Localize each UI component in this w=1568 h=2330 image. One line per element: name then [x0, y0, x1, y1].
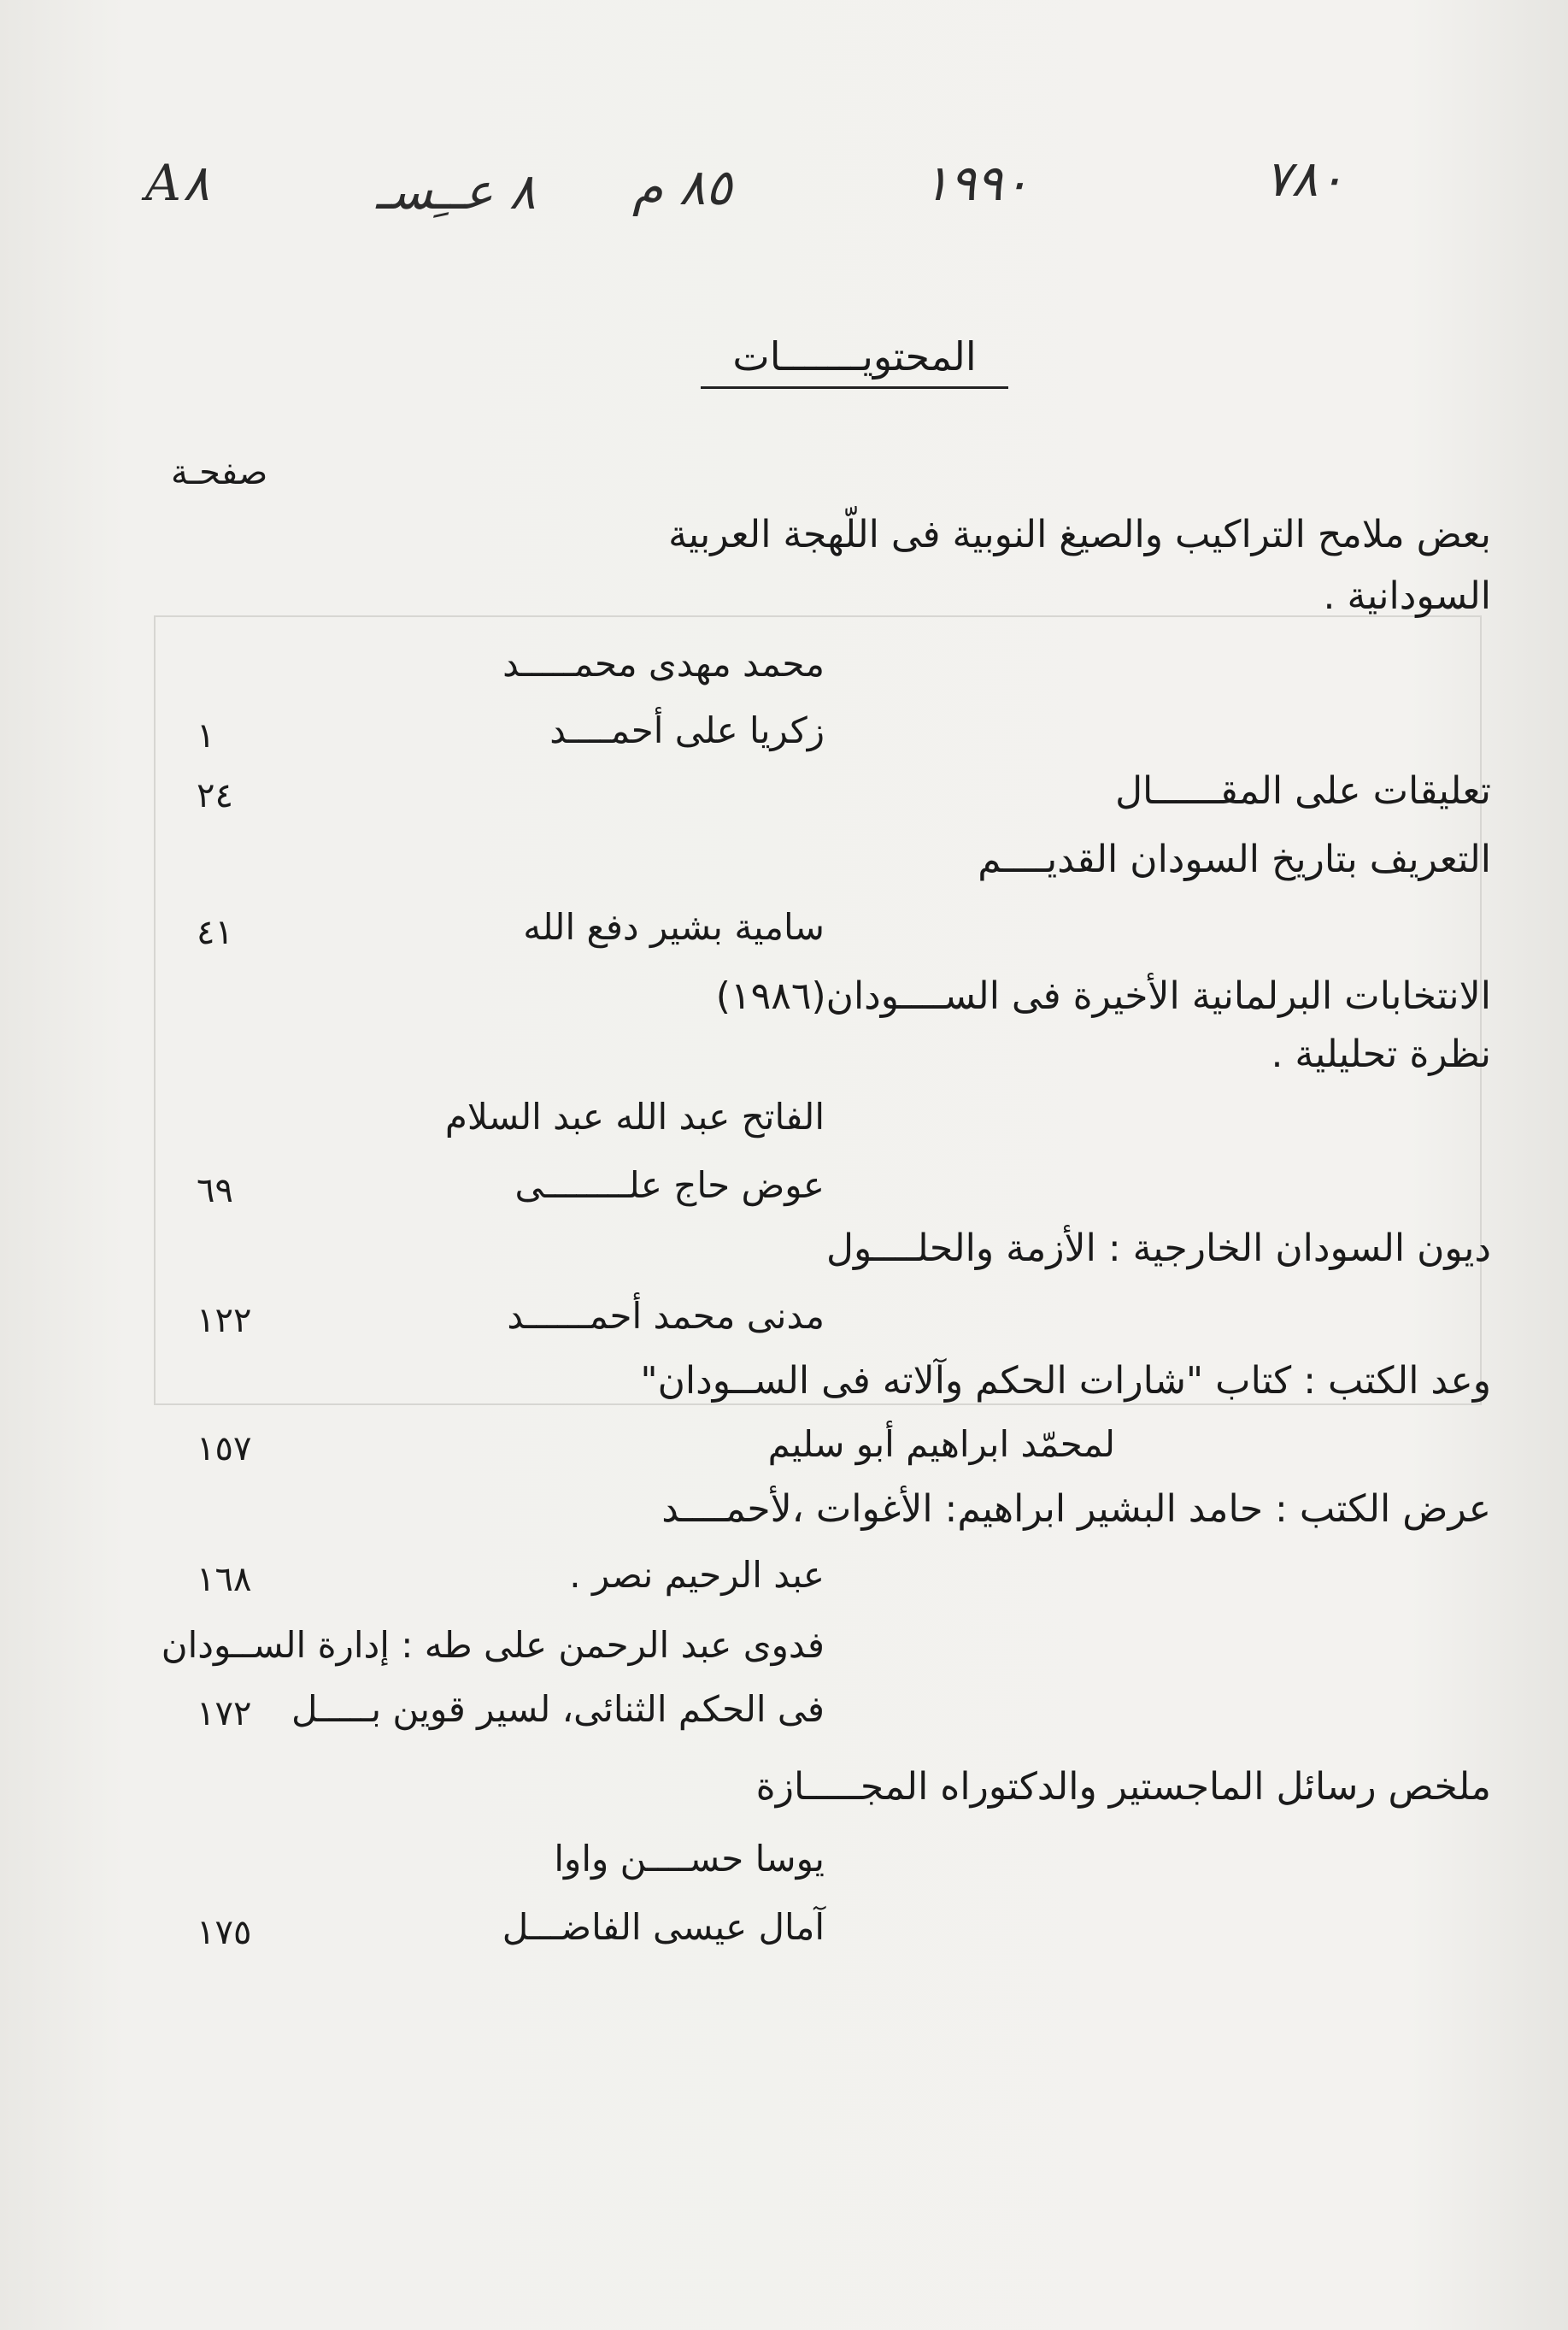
entry-title-line: نظرة تحليلية .: [1271, 1033, 1491, 1076]
entry-page-number: ١: [197, 716, 215, 756]
handwritten-note-c: ٨٥ م: [632, 158, 732, 216]
entry-author: سامية بشير دفع الله: [523, 906, 825, 948]
entry-author: لمحمّد ابراهيم أبو سليم: [767, 1423, 1115, 1465]
page-column-header: صفحـة: [171, 453, 268, 492]
entry-author: محمد مهدى محمـــــد: [502, 643, 825, 685]
entry-author: يوسا حســــن واوا: [554, 1838, 825, 1880]
entry-page-number: ٦٩: [197, 1171, 233, 1210]
entry-page-number: ١٥٧: [197, 1429, 252, 1468]
entry-author: الفاتح عبد الله عبد السلام: [444, 1096, 825, 1138]
entry-title-line: فدوى عبد الرحمن على طه : إدارة الســودان: [161, 1624, 825, 1666]
entry-title-line: ديون السودان الخارجية : الأزمة والحلــــول: [826, 1227, 1491, 1270]
entry-title-line: فى الحكم الثنائى، لسير قوين بـــــل: [291, 1688, 825, 1730]
entry-author: عوض حاج علــــــــى: [514, 1164, 825, 1206]
entry-page-number: ١٦٨: [197, 1560, 252, 1599]
entry-title-line: وعد الكتب : كتاب "شارات الحكم وآلاته فى الســودان": [640, 1359, 1491, 1403]
entry-title-line: بعض ملامح التراكيب والصيغ النوبية فى اللّهجة العربية: [668, 513, 1491, 556]
entry-page-number: ١٧٢: [197, 1694, 252, 1733]
entry-title-line: ملخص رسائل الماجستير والدكتوراه المجـــــازة: [755, 1765, 1491, 1809]
page-title: المحتويـــــــات: [701, 333, 1008, 389]
handwritten-note-b: ٨ عــِسـ: [376, 162, 536, 221]
handwritten-note-d: ١٩٩٠: [923, 154, 1030, 212]
entry-author: مدنى محمد أحمــــــد: [507, 1295, 825, 1337]
entry-author: زكريا على أحمــــد: [549, 709, 825, 751]
entry-page-number: ١٢٢: [197, 1301, 252, 1340]
entry-title-line: السودانية .: [1323, 574, 1491, 618]
entry-page-number: ٢٤: [197, 776, 233, 815]
handwritten-note-e: ٧٨٠: [1265, 150, 1345, 208]
entry-page-number: ٤١: [197, 913, 233, 952]
entry-title-line: الانتخابات البرلمانية الأخيرة فى الســــودان(١٩٨٦): [715, 974, 1491, 1018]
entry-author: آمال عيسى الفاضـــل: [502, 1906, 825, 1948]
entry-title-line: عرض الكتب : حامد البشير ابراهيم: الأغوات ،لأحمــــد: [661, 1487, 1491, 1531]
entry-author: عبد الرحيم نصر .: [569, 1554, 825, 1596]
entry-page-number: ١٧٥: [197, 1913, 252, 1952]
handwritten-note-a: A٨: [145, 154, 210, 212]
entry-title-line: التعريف بتاريخ السودان القديــــم: [978, 838, 1491, 881]
entry-title-line: تعليقات على المقــــــال: [1115, 769, 1491, 813]
